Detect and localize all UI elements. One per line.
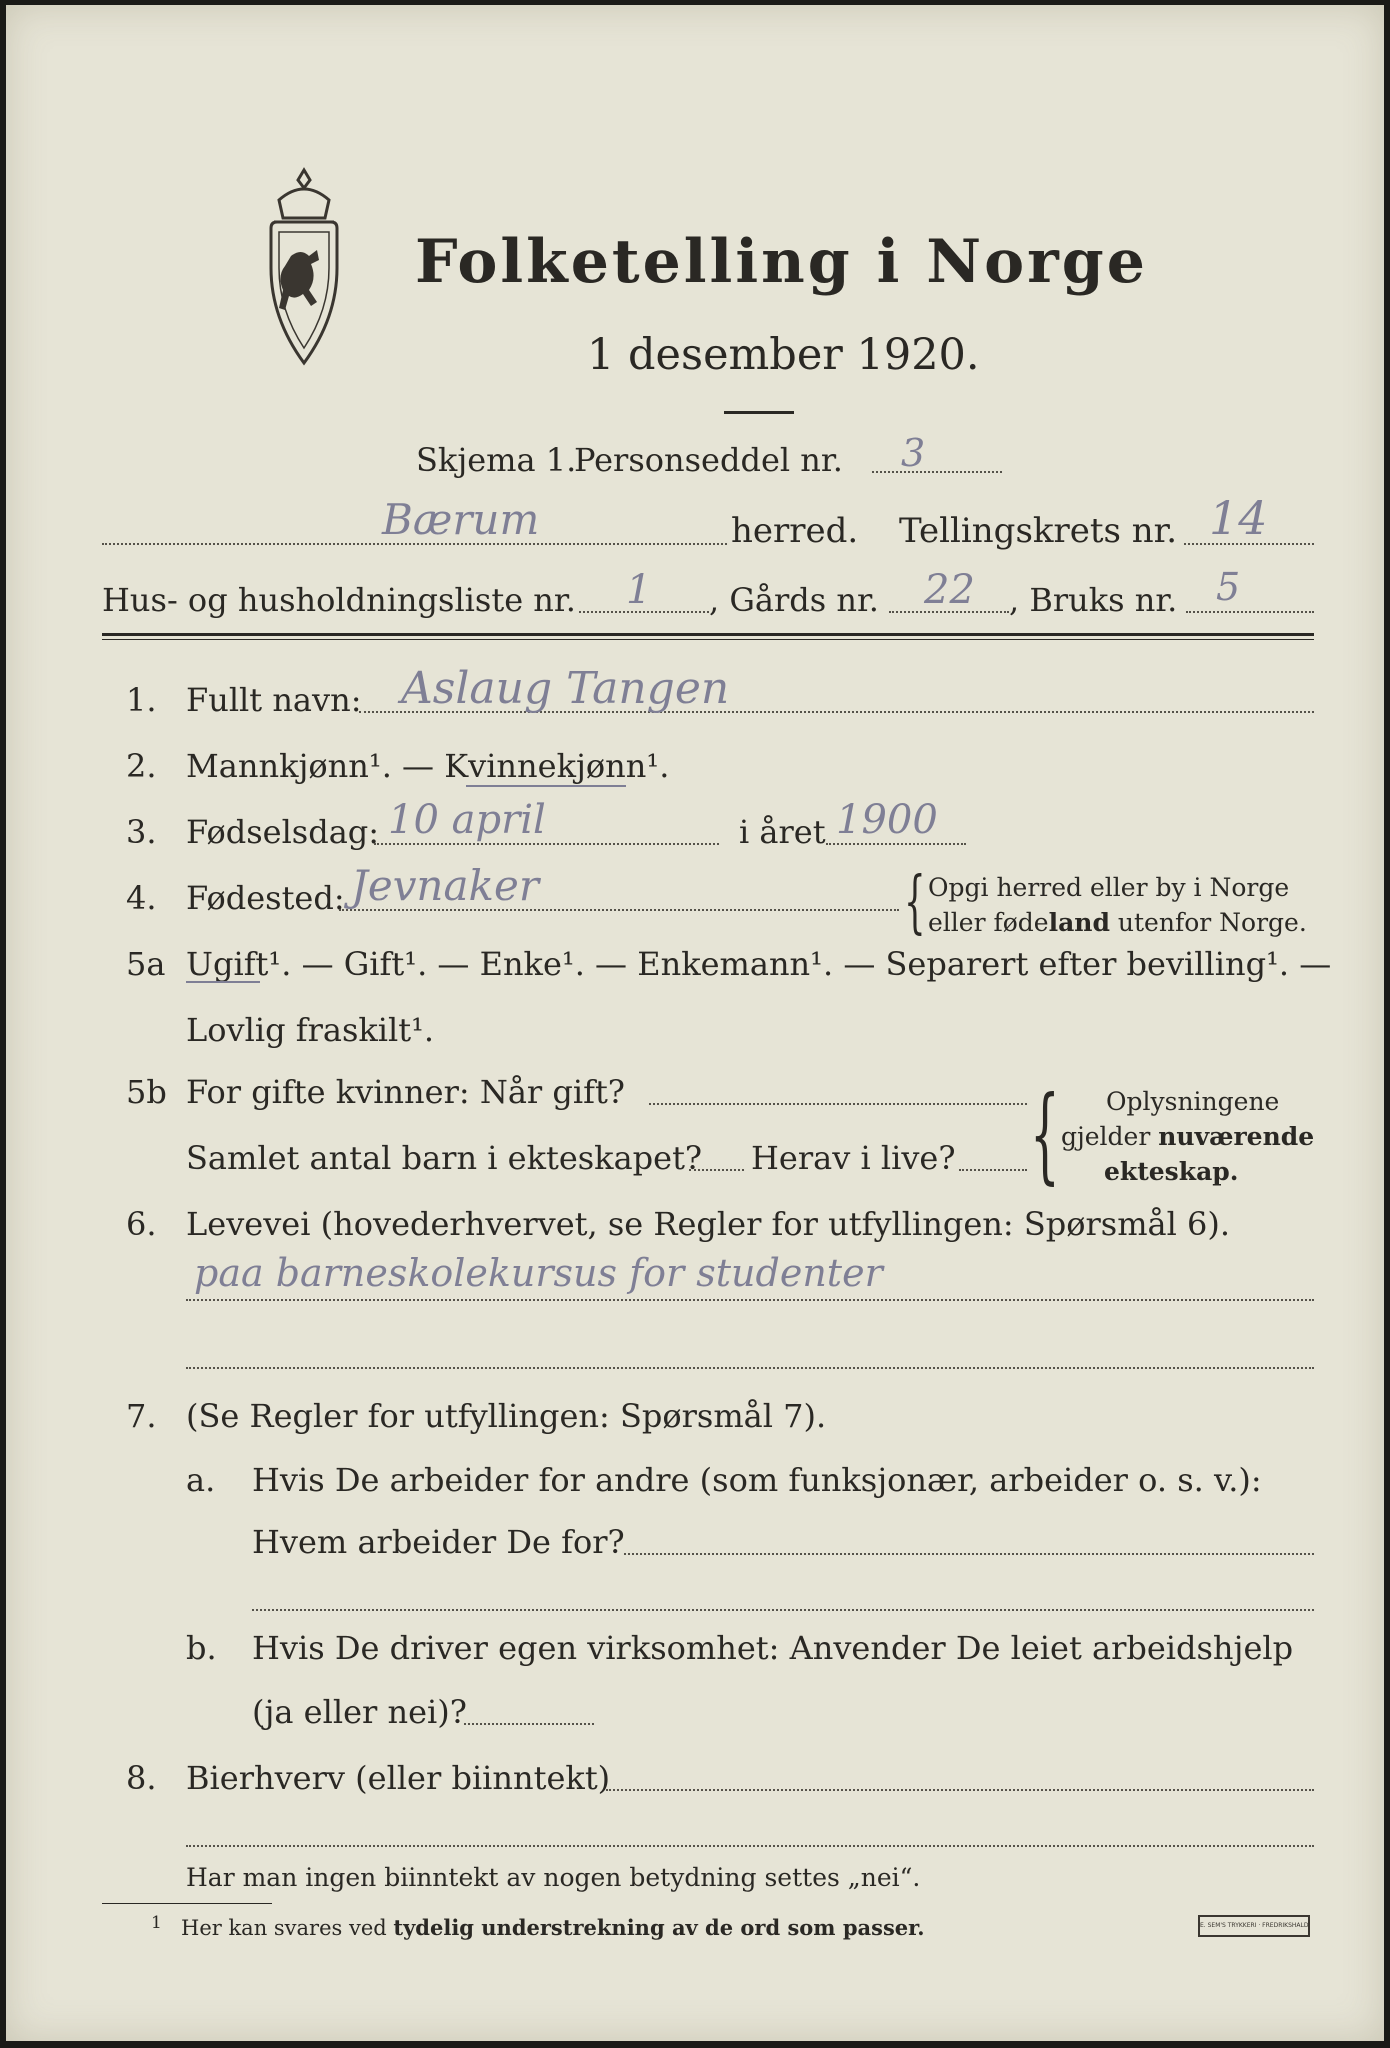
q4-note-line2 bbox=[928, 908, 1307, 937]
herred-value: Bærum bbox=[382, 495, 540, 544]
title-divider bbox=[724, 411, 794, 414]
q5b-line2a: Samlet antal barn i ekteskapet? bbox=[186, 1139, 703, 1177]
gards-value: 22 bbox=[924, 567, 975, 613]
q6-label: Levevei (hovederhvervet, se Regler for utfyllingen: Spørsmål 6). bbox=[186, 1205, 1231, 1243]
census-form-sheet bbox=[6, 5, 1384, 2041]
q3-number: 3. bbox=[126, 813, 157, 851]
q5b-note2-bold: nuværende bbox=[1158, 1122, 1315, 1151]
q3-year-label: i året bbox=[739, 813, 826, 851]
q4-number: 4. bbox=[126, 879, 157, 917]
bruks-value: 5 bbox=[1216, 565, 1241, 609]
census-date: 1 desember 1920. bbox=[587, 330, 980, 380]
q3-birthday-value: 10 april bbox=[388, 797, 546, 843]
q8-side-income-field-line1[interactable] bbox=[606, 1789, 1314, 1791]
q7-label: (Se Regler for utfyllingen: Spørsmål 7). bbox=[186, 1397, 827, 1435]
q2-number: 2. bbox=[126, 747, 157, 785]
personseddel-value: 3 bbox=[901, 431, 926, 475]
hus-label: Hus- og husholdningsliste nr. bbox=[102, 581, 576, 619]
q3-year-value: 1900 bbox=[836, 797, 938, 843]
q5b-married-when-field[interactable] bbox=[649, 1103, 1027, 1105]
q8-note: Har man ingen biinntekt av nogen betydning settes „nei“. bbox=[186, 1863, 921, 1892]
q7b-line2: (ja eller nei)? bbox=[252, 1693, 467, 1731]
q1-full-name-value: Aslaug Tangen bbox=[401, 663, 730, 714]
tellingskrets-label: Tellingskrets nr. bbox=[899, 511, 1178, 551]
q7a-letter: a. bbox=[186, 1461, 216, 1499]
gards-label: , Gårds nr. bbox=[709, 581, 879, 619]
q7-number: 7. bbox=[126, 1397, 157, 1435]
q6-number: 6. bbox=[126, 1205, 157, 1243]
q8-label: Bierhverv (eller biinntekt) bbox=[186, 1759, 611, 1797]
q5b-children-field[interactable] bbox=[689, 1169, 744, 1171]
q5b-number: 5b bbox=[126, 1073, 167, 1111]
q5b-note1: Oplysningene bbox=[1106, 1087, 1280, 1116]
footnote-mark: 1 bbox=[151, 1913, 162, 1933]
q5a-line2[interactable]: Lovlig fraskilt¹. bbox=[186, 1011, 435, 1049]
q6-occupation-field-line2[interactable] bbox=[186, 1367, 1314, 1369]
q4-note-line2-bold: land bbox=[1048, 908, 1110, 937]
q5b-note3: ekteskap. bbox=[1104, 1157, 1239, 1186]
q7b-letter: b. bbox=[186, 1629, 217, 1667]
herred-label: herred. bbox=[731, 511, 859, 551]
q5a-marital-options[interactable]: Ugift¹. — Gift¹. — Enke¹. — Enkemann¹. — Separert efter bevilling¹. — bbox=[186, 945, 1332, 983]
q2-sex-options[interactable]: Mannkjønn¹. — Kvinnekjønn¹. bbox=[186, 747, 670, 785]
q3-label: Fødselsdag: bbox=[186, 813, 380, 851]
q4-birthplace-value: Jevnaker bbox=[351, 861, 539, 910]
q4-note-line2-c: utenfor Norge. bbox=[1109, 908, 1307, 937]
form-title: Folketelling i Norge bbox=[415, 227, 1148, 297]
q5b-line1: For gifte kvinner: Når gift? bbox=[186, 1073, 625, 1111]
personseddel-field[interactable] bbox=[872, 471, 1002, 473]
footnote-text-bold: tydelig understrekning av de ord som passer. bbox=[393, 1915, 925, 1940]
q5a-number: 5a bbox=[126, 945, 166, 983]
printer-stamp bbox=[1198, 1915, 1310, 1937]
q5b-note2 bbox=[1061, 1122, 1314, 1151]
q1-number: 1. bbox=[126, 681, 157, 719]
q5b-note-brace: { bbox=[1030, 1073, 1060, 1195]
q1-label: Fullt navn: bbox=[186, 681, 362, 719]
q6-occupation-value: paa barneskolekursus for studenter bbox=[194, 1251, 883, 1295]
header-double-rule bbox=[102, 633, 1314, 636]
q2-kvinnekjonn-underline bbox=[466, 785, 626, 787]
q6-occupation-field-line1[interactable] bbox=[186, 1299, 1314, 1301]
personseddel-label: Personseddel nr. bbox=[574, 441, 843, 479]
q5b-alive-field[interactable] bbox=[959, 1169, 1027, 1171]
q3-birthday-field[interactable] bbox=[374, 843, 719, 845]
q4-note-line1: Opgi herred eller by i Norge bbox=[928, 873, 1290, 902]
q4-note-line2-a: eller føde bbox=[928, 908, 1049, 937]
q8-number: 8. bbox=[126, 1759, 157, 1797]
q8-side-income-field-line2[interactable] bbox=[186, 1845, 1314, 1847]
q5b-line2b: Herav i live? bbox=[751, 1139, 956, 1177]
q7a-employer-field-line1[interactable] bbox=[624, 1553, 1314, 1555]
bruks-label: , Bruks nr. bbox=[1009, 581, 1178, 619]
bruks-field[interactable] bbox=[1186, 611, 1314, 613]
header-double-rule-inner bbox=[102, 639, 1314, 640]
q5b-note2-a: gjelder bbox=[1061, 1122, 1159, 1151]
norwegian-coat-of-arms-icon bbox=[249, 160, 359, 370]
q7a-line2: Hvem arbeider De for? bbox=[252, 1523, 625, 1561]
tellingskrets-value: 14 bbox=[1209, 491, 1268, 545]
q7b-line1: Hvis De driver egen virksomhet: Anvender De leiet arbeidshjelp bbox=[252, 1629, 1294, 1667]
q7a-line1: Hvis De arbeider for andre (som funksjonær, arbeider o. s. v.): bbox=[252, 1461, 1262, 1499]
q3-year-field[interactable] bbox=[826, 843, 966, 845]
q5a-ugift-underline bbox=[186, 981, 260, 983]
footnote-rule bbox=[102, 1903, 272, 1904]
footnote-text bbox=[181, 1915, 925, 1940]
hus-value: 1 bbox=[626, 567, 652, 613]
footnote-text-a: Her kan svares ved bbox=[181, 1916, 394, 1940]
printer-stamp-text: E. SEM'S TRYKKERI · FREDRIKSHALD bbox=[1200, 1922, 1309, 1929]
q4-note-brace: { bbox=[904, 863, 926, 942]
skjema-label: Skjema 1. bbox=[416, 441, 577, 479]
q7b-hired-help-field[interactable] bbox=[464, 1723, 594, 1725]
q7a-employer-field-line2[interactable] bbox=[252, 1609, 1314, 1611]
q4-label: Fødested: bbox=[186, 879, 345, 917]
